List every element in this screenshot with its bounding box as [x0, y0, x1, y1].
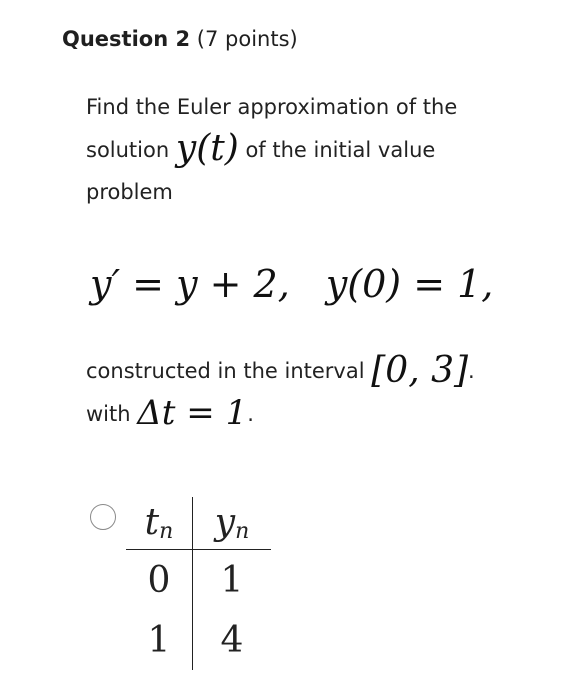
cell-y: 1 — [220, 559, 244, 601]
header-t-n: $t_n$ — [126, 497, 193, 550]
initial-condition: y(0) = 1, — [325, 262, 494, 306]
prompt-line-2 — [86, 128, 436, 169]
answer-table — [126, 497, 271, 670]
prompt-line-5 — [86, 393, 254, 433]
ode-equation: y′ = y + 2, — [90, 262, 290, 306]
prompt-punctuation: . — [468, 359, 475, 383]
answer-radio-button[interactable] — [90, 504, 116, 530]
step-size: Δt = 1 — [137, 393, 248, 433]
prompt-line-4 — [86, 350, 475, 391]
prompt-line-1: Find the Euler approximation of the — [86, 95, 458, 119]
prompt-text: of the initial value — [245, 138, 436, 162]
prompt-text: with — [86, 402, 131, 426]
table-header-row — [126, 497, 271, 550]
prompt-punctuation: . — [247, 402, 254, 426]
ivp-equation — [90, 262, 493, 306]
prompt-text: constructed in the interval — [86, 359, 365, 383]
question-header — [62, 24, 298, 54]
table-row — [126, 610, 271, 670]
cell-t: 1 — [126, 610, 193, 670]
prompt-text: solution — [86, 138, 170, 162]
cell-t: 0 — [126, 550, 193, 611]
question-points: (7 points) — [196, 27, 298, 51]
interval: [0, 3] — [371, 350, 469, 391]
question-label: Question 2 — [62, 27, 191, 51]
cell-y: 4 — [220, 619, 244, 661]
header-y-n: $y_n$ — [193, 497, 272, 550]
solution-function: y(t) — [175, 128, 239, 169]
table-row — [126, 550, 271, 611]
prompt-line-3: problem — [86, 180, 173, 204]
